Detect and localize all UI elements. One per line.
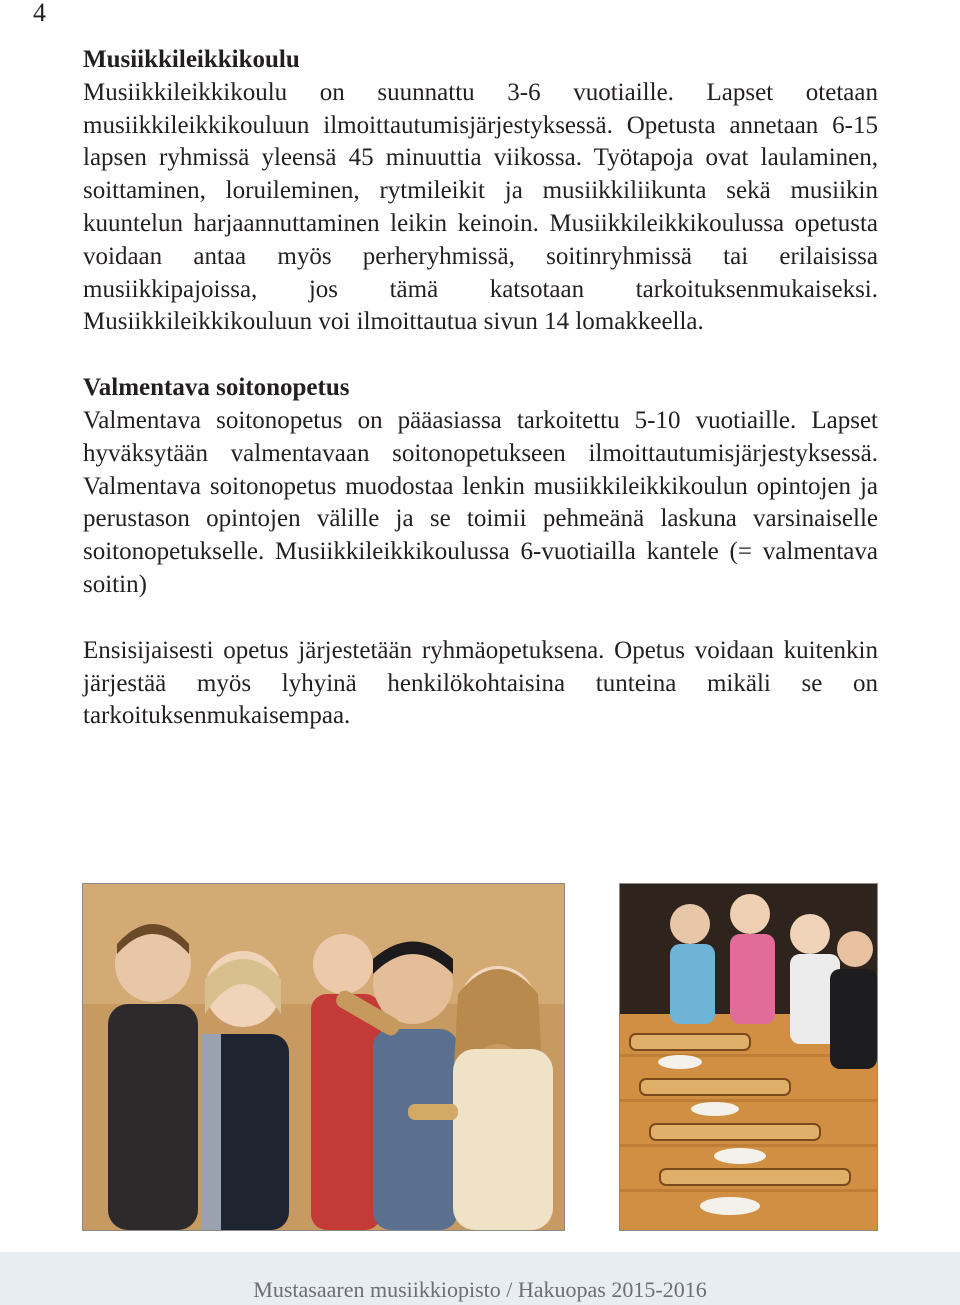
- main-content: [83, 44, 878, 733]
- page-number: 4: [33, 0, 46, 27]
- photo-kantele-class: [619, 883, 878, 1231]
- section-paragraph: Musiikkileikkikoulu on suunnattu 3-6 vuotiaille. Lapset otetaan musiikkileikkikouluun ilmoittautumisjärjestyksessä. Opetusta annetaan 6-15 lapsen ryhmissä yleensä 45 minuuttia viikossa. Työtapoja ovat laulaminen, soittaminen, loruileminen, rytmileikit ja musiikkiliikunta sekä musiikin kuuntelun harjaannuttaminen leikin keinoin. Musiikkileikkikoulussa opetusta voidaan antaa myös perheryhmissä, soitinryhmissä tai erilaisissa musiikkipajoissa, jos tämä katsotaan tarkoituksenmukaiseksi. Musiikkileikkikouluun voi ilmoittautua sivun 14 lomakkeella.: [83, 78, 878, 336]
- section-paragraph: Valmentava soitonopetus on pääasiassa tarkoitettu 5-10 vuotiaille. Lapset hyväksytään valmentavaan soitonopetukseen ilmoittautumisjärjestyksessä. Valmentava soitonopetus muodostaa lenkin musiikkileikkikoulun opintojen ja perustason opintojen välille ja se toimii pehmeänä laskuna varsinaiselle soitonopetukselle. Musiikkileikkikoulussa 6-vuotiailla kantele (= valmentava soitin): [83, 406, 878, 598]
- section-musiikkileikkikoulu: [83, 44, 878, 339]
- section-heading: Musiikkileikkikoulu: [83, 46, 300, 73]
- section-paragraph: Ensisijaisesti opetus järjestetään ryhmäopetuksena. Opetus voidaan kuitenkin järjestää myös lyhyinä henkilökohtaisina tunteina mikäli se on tarkoituksenmukaisempaa.: [83, 636, 878, 730]
- section-heading: Valmentava soitonopetus: [83, 374, 350, 402]
- section-valmentava-soitonopetus: [83, 372, 878, 733]
- footer-text: Mustasaaren musiikkiopisto / Hakuopas 2015-2016: [253, 1277, 707, 1302]
- photo-children-singing: [82, 883, 565, 1231]
